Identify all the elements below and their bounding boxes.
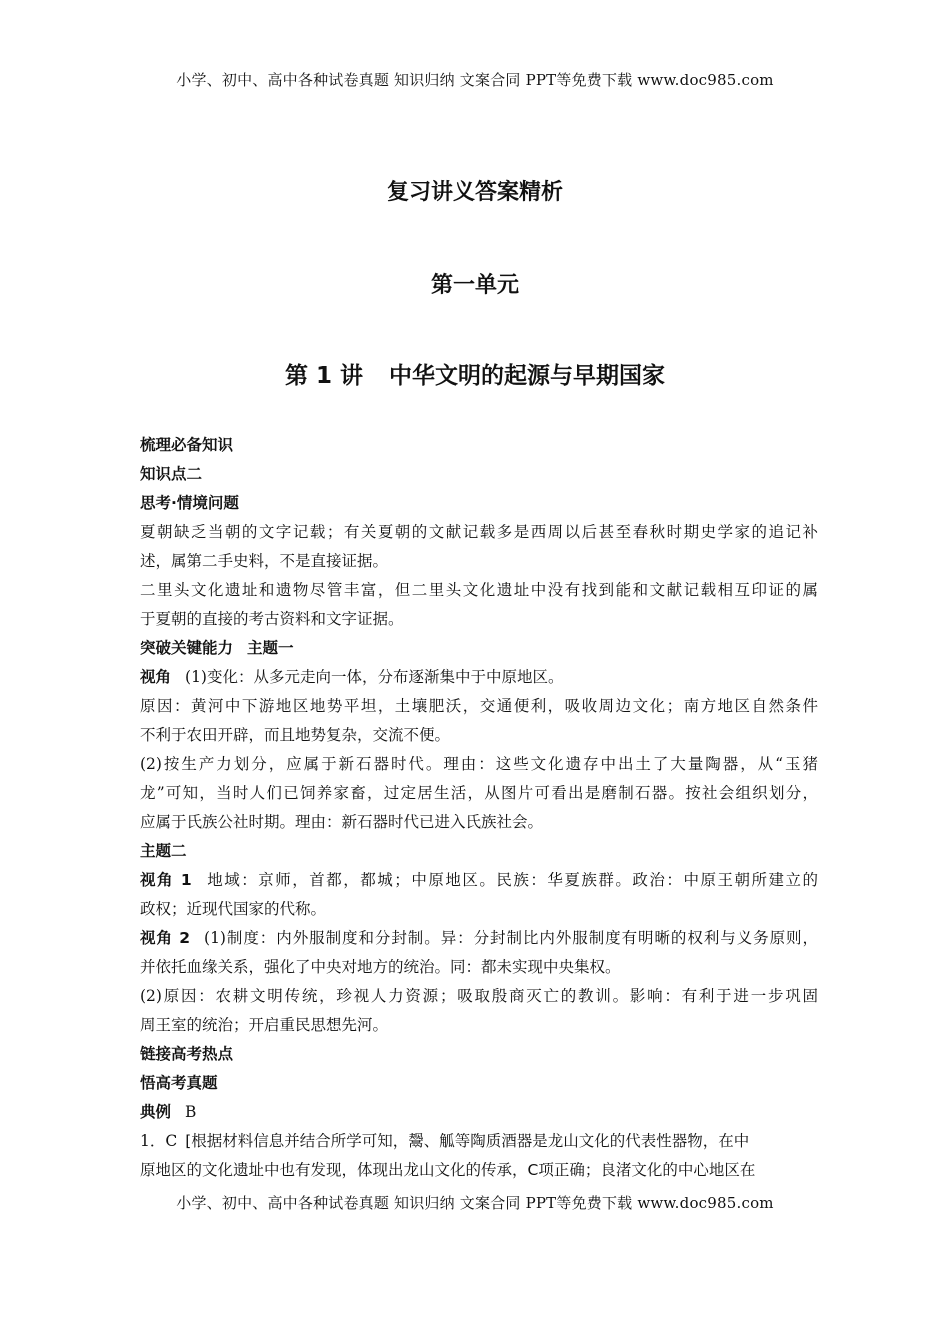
breakthrough-label: 突破关键能力	[140, 639, 234, 657]
angle-two-label: 视角 2	[140, 929, 191, 947]
paragraph-line: 于夏朝的直接的考古资料和文字证据。	[140, 610, 404, 628]
angle-label: 视角	[140, 668, 172, 686]
angle-paragraph	[140, 663, 818, 692]
question-one-text: [根据材料信息并结合所学可知，鬶、觚等陶质酒器是龙山文化的代表性器物，在中	[185, 1132, 750, 1150]
answer-content	[140, 431, 818, 1185]
angle-two-text: (1)制度：内外服制度和分封制。异：分封制比内外服制度有明晰的权利与义务原则，	[204, 929, 818, 947]
example-label: 典例	[140, 1103, 172, 1121]
paragraph-line: 周王室的统治；开启重民思想先河。	[140, 1016, 389, 1034]
section-heading-breakthrough	[140, 634, 818, 663]
example-answer-line	[140, 1098, 818, 1127]
document-title: 复习讲义答案精析	[386, 180, 563, 205]
question-one-line	[140, 1127, 818, 1156]
paragraph-line: 原地区的文化遗址中也有发现，体现出龙山文化的传承，C项正确；良渚文化的中心地区在	[140, 1161, 756, 1179]
angle-two-paragraph	[140, 924, 818, 953]
paragraph-line: 二里头文化遗址和遗物尽管丰富，但二里头文化遗址中没有找到能和文献记载相互印证的属	[140, 581, 818, 599]
unit-title: 第一单元	[430, 273, 519, 298]
paragraph-line: 龙”可知，当时人们已饲养家畜，过定居生活，从图片可看出是磨制石器。按社会组织划分，	[140, 784, 818, 802]
paragraph-line: 应属于氏族公社时期。理由：新石器时代已进入氏族社会。	[140, 813, 544, 831]
paragraph-line: 不利于农田开辟，而且地势复杂，交流不便。	[140, 726, 451, 744]
lesson-name: 中华文明的起源与早期国家	[389, 363, 666, 389]
section-heading-exam: 悟高考真题	[140, 1074, 218, 1092]
angle-one-label: 视角 1	[140, 871, 192, 889]
angle-one-text: 地域：京师，首都，都城；中原地区。民族：华夏族群。政治：中原王朝所建立的	[205, 871, 818, 889]
lesson-title	[0, 357, 950, 390]
example-answer: B	[185, 1103, 197, 1121]
paragraph-line: (2)按生产力划分，应属于新石器时代。理由：这些文化遗存中出土了大量陶器，从“玉猪	[140, 755, 818, 773]
paragraph-line: 述，属第二手史料，不是直接证据。	[140, 552, 389, 570]
section-heading-link: 链接高考热点	[140, 1045, 234, 1063]
theme-one-label: 主题一	[247, 639, 294, 657]
paragraph-line: 并依托血缘关系，强化了中央对地方的统治。同：都未实现中央集权。	[140, 958, 621, 976]
angle-one-paragraph	[140, 866, 818, 895]
section-heading-review: 梳理必备知识	[140, 436, 234, 454]
paragraph-line: 原因：黄河中下游地区地势平坦，土壤肥沃，交通便利，吸收周边文化；南方地区自然条件	[140, 697, 818, 715]
question-one-number: 1．C	[140, 1132, 178, 1150]
knowledge-point-heading: 知识点二	[140, 465, 203, 483]
page-footer: 小学、初中、高中各种试卷真题 知识归纳 文案合同 PPT等免费下载 www.doc985.com	[176, 1194, 774, 1212]
lesson-number: 第 1 讲	[284, 363, 364, 389]
theme-two-heading: 主题二	[140, 842, 187, 860]
thinking-heading: 思考·情境问题	[140, 494, 239, 512]
angle-text: (1)变化：从多元走向一体，分布逐渐集中于中原地区。	[185, 668, 564, 686]
paragraph-line: 政权；近现代国家的代称。	[140, 900, 327, 918]
page-header: 小学、初中、高中各种试卷真题 知识归纳 文案合同 PPT等免费下载 www.doc985.com	[176, 71, 774, 89]
paragraph-line: (2)原因：农耕文明传统，珍视人力资源；吸取殷商灭亡的教训。影响：有利于进一步巩固	[140, 987, 818, 1005]
paragraph-line: 夏朝缺乏当朝的文字记载；有关夏朝的文献记载多是西周以后甚至春秋时期史学家的追记补	[140, 523, 818, 541]
